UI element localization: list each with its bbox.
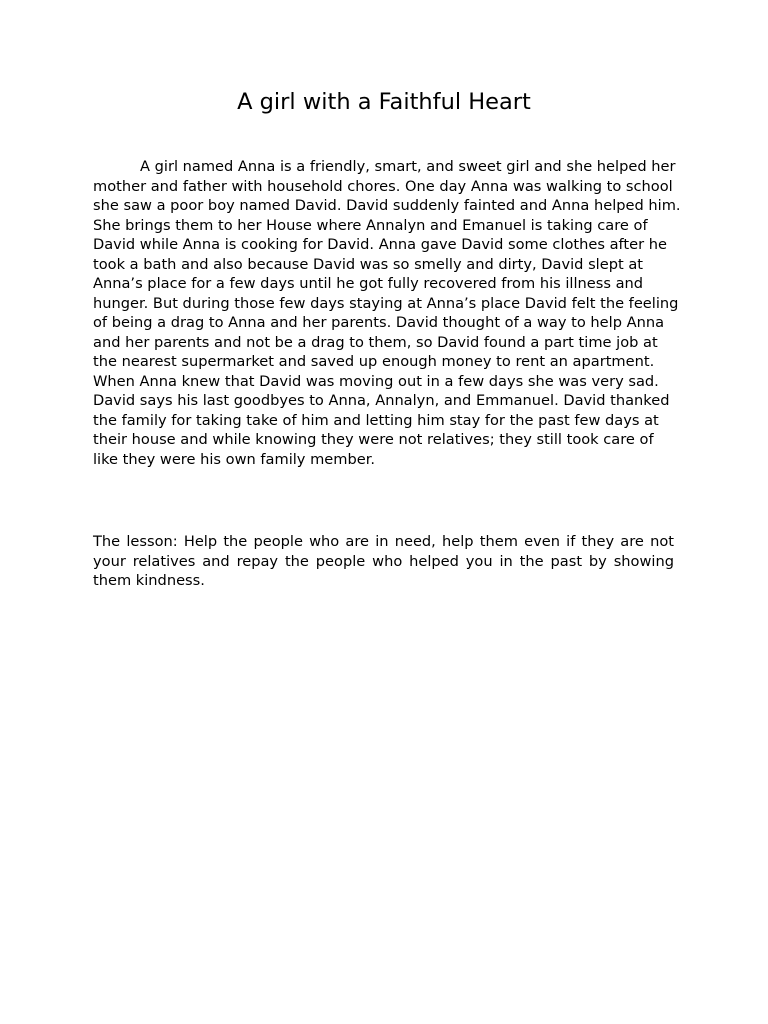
story-paragraph: A girl named Anna is a friendly, smart, and sweet girl and she helped her mother and father with household chores. One day Anna was walking to school she saw a poor boy named David. David suddenly fainted and Anna helped him. She brings them to her House where Annalyn and Emanuel is taking care of David while Anna is cooking for David. Anna gave David some clothes after he took a bath and also because David was so smelly and dirty, David slept at Anna’s place for a few days until he got fully recovered from his illness and hunger. But during those few days staying at Anna’s place David felt the feeling of being a drag to Anna and her parents. David thought of a way to help Anna and her parents and not be a drag to them, so David found a part time job at the nearest supermarket and saved up enough money to rent an apartment. When Anna knew that David was moving out in a few days she was very sad. David says his last goodbyes to Anna, Annalyn, and Emmanuel. David thanked the family for taking take of him and letting him stay for the past few days at their house and while knowing they were not relatives; they still took care of like they were his own family member.	[93, 158, 681, 468]
lesson-paragraph: The lesson: Help the people who are in need, help them even if they are not your relatives and repay the people who helped you in the past by showing them kindness.	[93, 533, 674, 589]
document-title: A girl with a Faithful Heart	[237, 89, 531, 115]
